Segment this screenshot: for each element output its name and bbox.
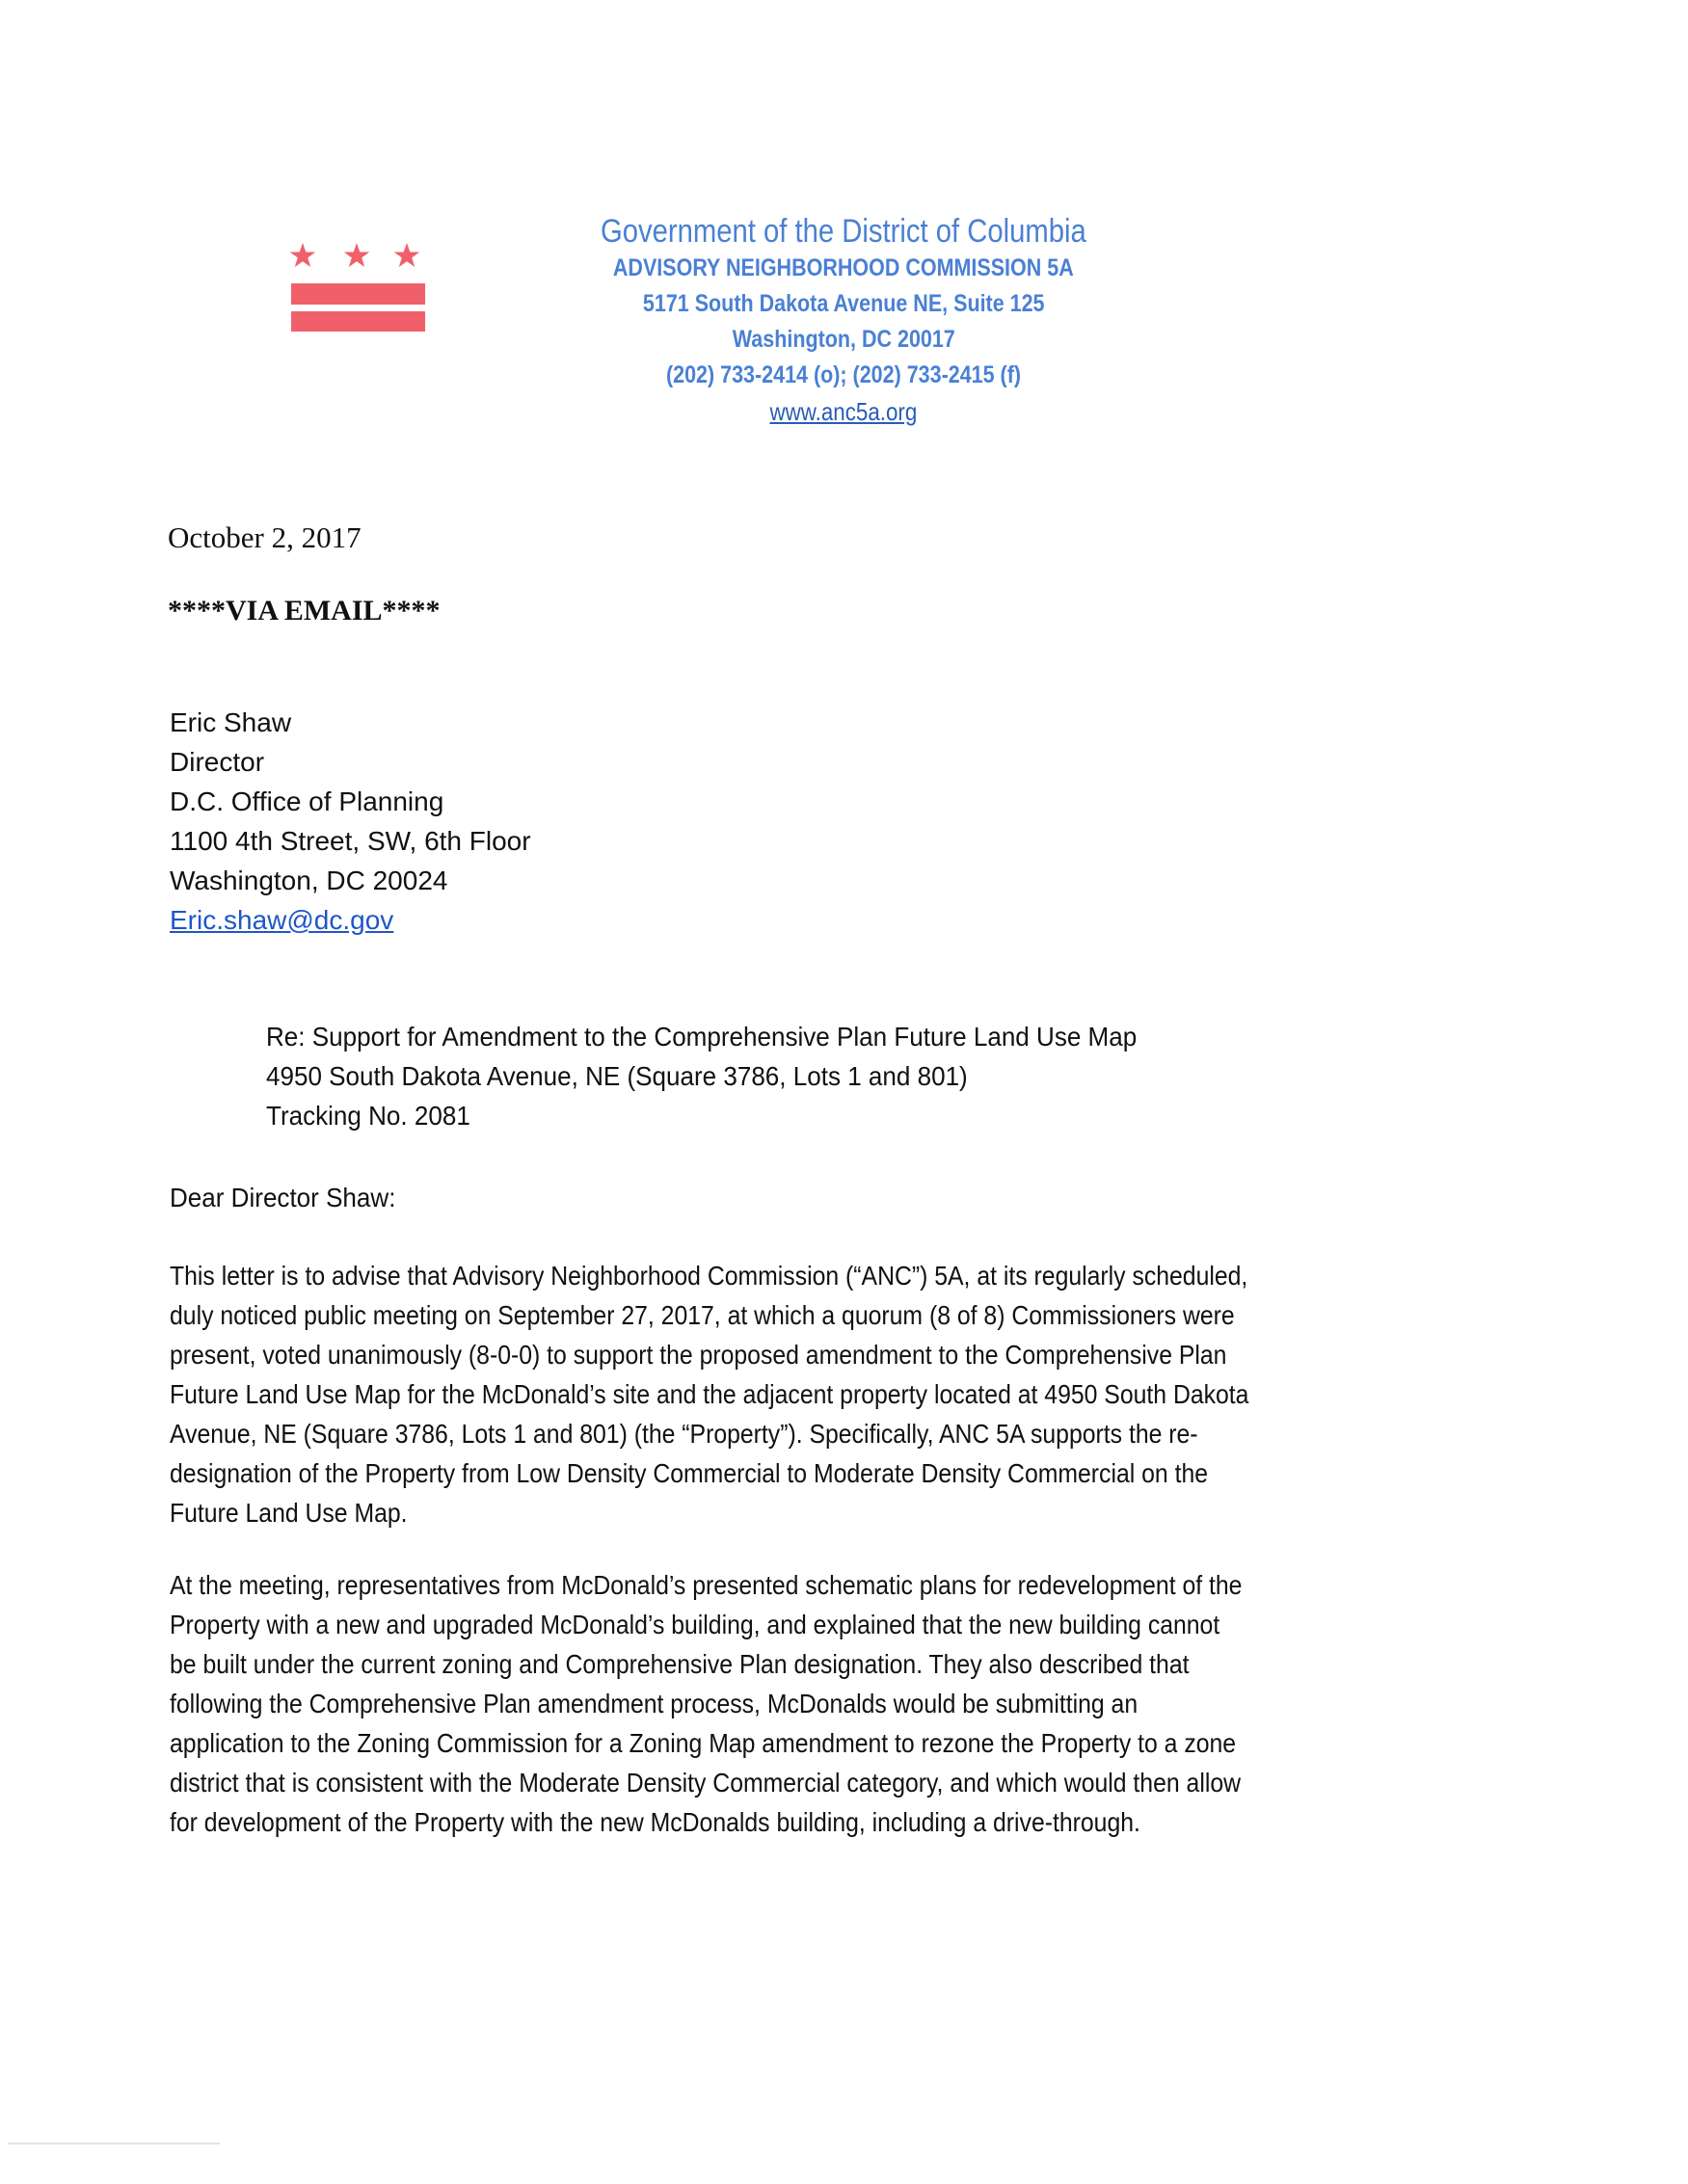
recipient-office: D.C. Office of Planning [170,786,444,816]
paragraph-line: district that is consistent with the Moderate Density Commercial category, and which would then allow [170,1768,1242,1798]
paragraph-line: Avenue, NE (Square 3786, Lots 1 and 801) (the “Property”). Specifically, ANC 5A supports the re- [170,1419,1198,1449]
recipient-email-link[interactable]: Eric.shaw@dc.gov [170,905,394,935]
paragraph-line: be built under the current zoning and Comprehensive Plan designation. They also described that [170,1649,1190,1679]
paragraph-line: Future Land Use Map for the McDonald’s site and the adjacent property located at 4950 South Dakota [170,1379,1249,1409]
paragraph-line: Property with a new and upgraded McDonald’s building, and explained that the new building cannot [170,1610,1220,1639]
subject-tracking: Tracking No. 2081 [266,1101,470,1131]
body-paragraph-2 [170,1565,1381,1842]
subject-address: 4950 South Dakota Avenue, NE (Square 3786, Lots 1 and 801) [266,1061,968,1091]
paragraph-line: Future Land Use Map. [170,1498,408,1528]
website-link[interactable]: www.anc5a.org [769,397,918,426]
paragraph-line: present, voted unanimously (8-0-0) to support the proposed amendment to the Comprehensive Plan [170,1340,1227,1370]
paragraph-line: following the Comprehensive Plan amendment process, McDonalds would be submitting an [170,1689,1139,1718]
letterhead-address: 5171 South Dakota Avenue NE, Suite 125 [642,290,1045,317]
flag-bar [291,311,425,332]
subject-block [266,1017,1202,1135]
recipient-address-block [170,703,531,940]
letterhead-phone: (202) 733-2414 (o); (202) 733-2415 (f) [665,361,1022,388]
letterhead [458,212,1229,430]
salutation [170,1178,413,1217]
star-icon [290,243,316,267]
star-icon [344,243,370,267]
letterhead-city: Washington, DC 20017 [732,326,955,353]
letterhead-organization: ADVISORY NEIGHBORHOOD COMMISSION 5A [613,254,1074,281]
star-icon [394,243,420,267]
paragraph-line: This letter is to advise that Advisory Neighborhood Commission (“ANC”) 5A, at its regularly scheduled, [170,1261,1248,1291]
paragraph-line: At the meeting, representatives from McDonald’s presented schematic plans for redevelopment of the [170,1570,1243,1600]
paragraph-line: designation of the Property from Low Density Commercial to Moderate Density Commercial on the [170,1458,1209,1488]
letterhead-website [458,393,1229,430]
body-paragraph-1 [170,1256,1389,1532]
paragraph-line: duly noticed public meeting on September 27, 2017, at which a quorum (8 of 8) Commissioners were [170,1300,1235,1330]
recipient-city: Washington, DC 20024 [170,866,448,895]
scan-edge-line [8,2143,220,2144]
paragraph-line: application to the Zoning Commission for a Zoning Map amendment to rezone the Property to a zone [170,1728,1237,1758]
salutation-text: Dear Director Shaw: [170,1183,396,1212]
dc-flag-icon [289,239,428,335]
subject-line: Re: Support for Amendment to the Comprehensive Plan Future Land Use Map [266,1022,1138,1052]
recipient-name: Eric Shaw [170,707,292,737]
recipient-title: Director [170,747,265,777]
flag-bar [291,283,425,305]
letterhead-title: Government of the District of Columbia [601,213,1086,250]
letter-date: October 2, 2017 [168,520,362,554]
recipient-street: 1100 4th Street, SW, 6th Floor [170,826,531,856]
paragraph-line: for development of the Property with the new McDonalds building, including a drive-through. [170,1807,1140,1837]
delivery-method: ****VIA EMAIL**** [168,595,441,626]
